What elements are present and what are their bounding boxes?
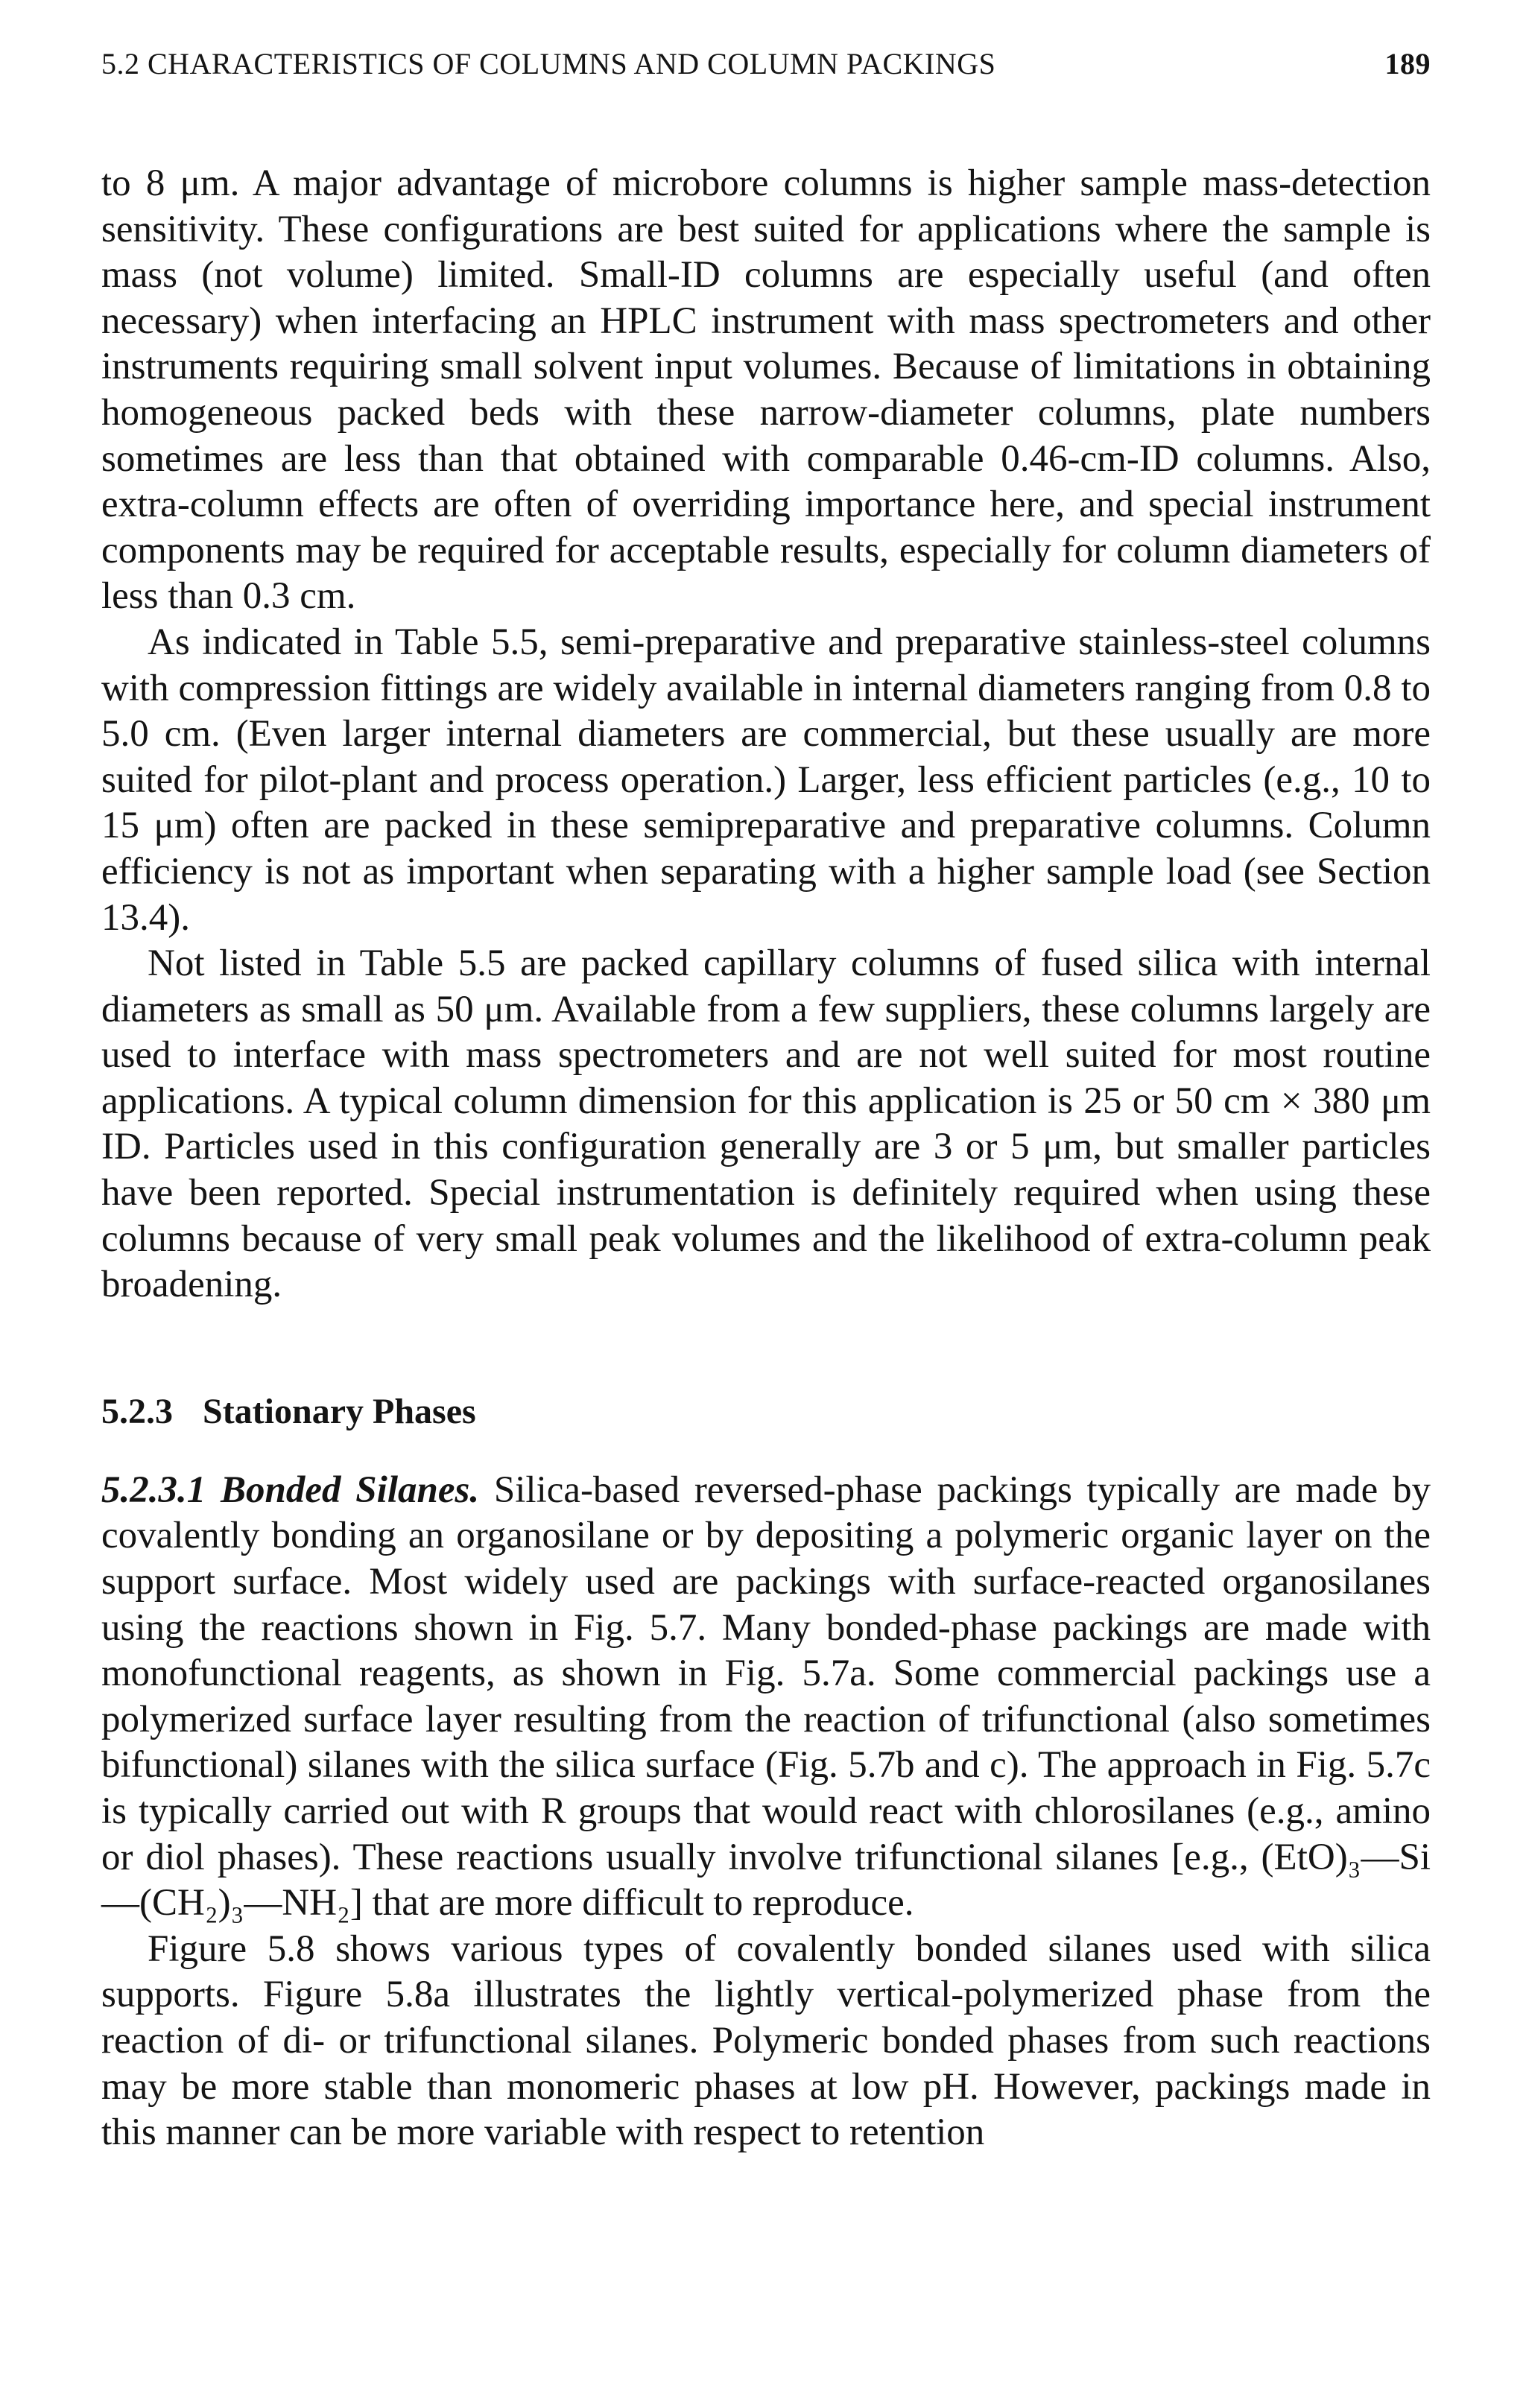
running-title: 5.2 CHARACTERISTICS OF COLUMNS AND COLUMN PACKINGS [101, 47, 996, 80]
paragraph: Not listed in Table 5.5 are packed capillary columns of fused silica with internal diameters as small as 50 μm. Available from a few suppliers, these columns largely are used to interface with mass spectrometers and are not well suited for most routine applications. A typical column dimension for this application is 25 or 50 cm × 380 μm ID. Particles used in this configuration generally are 3 or 5 μm, but smaller particles have been reported. Special instrumentation is definitely required when using these columns because of very small peak volumes and the likelihood of extra-column peak broadening. [101, 942, 1431, 1306]
section-title: Stationary Phases [203, 1391, 476, 1431]
paragraph: As indicated in Table 5.5, semi-preparative and preparative stainless-steel columns with compression fittings are widely available in internal diameters ranging from 0.8 to 5.0 cm. (Even larger internal diameters are commercial, but these usually are more suited for pilot-plant and process operation.) Larger, less efficient particles (e.g., 10 to 15 μm) often are packed in these semipreparative and preparative columns. Column efficiency is not as important when separating with a higher sample load (see Section 13.4). [101, 621, 1431, 939]
body-text [101, 161, 1431, 2156]
paragraph: to 8 μm. A major advantage of microbore columns is higher sample mass-detection sensitivity. These configurations are best suited for applications where the sample is mass (not volume) limited. Small-ID columns are especially useful (and often necessary) when interfacing an HPLC instrument with mass spectrometers and other instruments requiring small solvent input volumes. Because of limitations in obtaining homogeneous packed beds with these narrow-diameter columns, plate numbers sometimes are less than that obtained with comparable 0.46-cm-ID columns. Also, extra-column effects are often of overriding importance here, and special instrument components may be required for acceptable results, especially for column diameters of less than 0.3 cm. [101, 162, 1431, 618]
subsection-heading: 5.2.3.1 Bonded Silanes. [101, 1468, 480, 1511]
subsection-paragraph [101, 1468, 1431, 1927]
section-number: 5.2.3 [101, 1391, 173, 1431]
running-header [101, 46, 1431, 100]
page-number: 189 [1384, 47, 1431, 80]
paragraph: Figure 5.8 shows various types of covalently bonded silanes used with silica supports. Figure 5.8a illustrates the lightly vertical-polymerized phase from the reaction of di- or trifunctional silanes. Polymeric bonded phases from such reactions may be more stable than monomeric phases at low pH. However, packings made in this manner can be more variable with respect to retention [101, 1927, 1431, 2154]
subsection-text: Silica-based reversed-phase packings typically are made by covalently bonding an organosilane or by depositing a polymeric organic layer on the support surface. Most widely used are packings with surface-reacted organosilanes using the reactions shown in Fig. 5.7. Many bonded-phase packings are made with monofunctional reagents, as shown in Fig. 5.7a. Some commercial packings use a polymerized surface layer resulting from the reaction of trifunctional (also sometimes bifunctional) silanes with the silica surface (Fig. 5.7b and c). The approach in Fig. 5.7c is typically carried out with R groups that would react with chlorosilanes (e.g., amino or diol phases). These reactions usually involve trifunctional silanes [e.g., (EtO)₃—Si—(CH₂)₃—NH₂] that are more difficult to reproduce. [101, 1468, 1431, 1924]
section-heading [101, 1389, 1431, 1435]
